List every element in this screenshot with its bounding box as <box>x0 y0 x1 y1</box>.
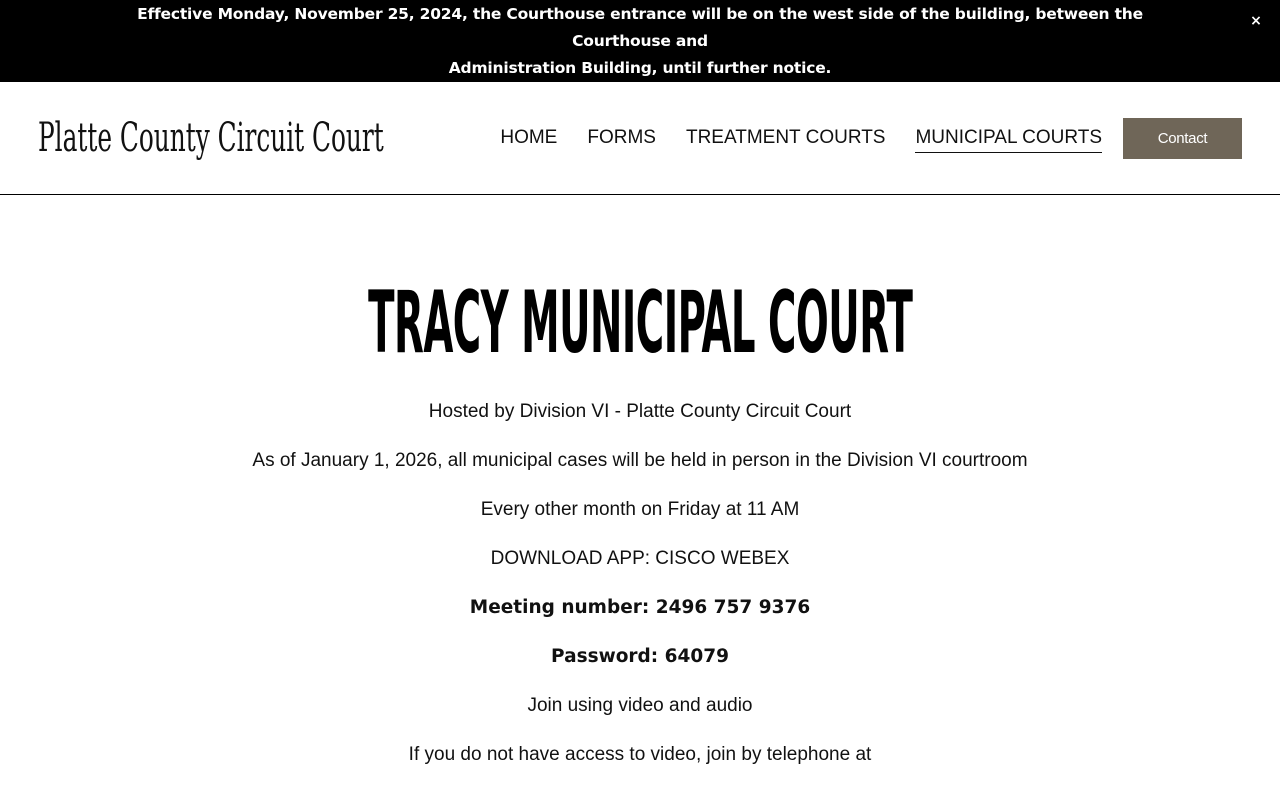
announcement-line-2: Administration Building, until further notice. <box>448 58 832 77</box>
nav-forms[interactable]: FORMS <box>587 127 656 148</box>
meeting-number: Meeting number: 2496 757 9376 <box>469 597 811 618</box>
close-icon[interactable]: × <box>1250 13 1262 29</box>
site-title[interactable]: Platte County Circuit Court <box>38 115 384 161</box>
main-content <box>0 400 1280 792</box>
hosted-by-text: Hosted by Division VI - Platte County Circuit Court <box>428 401 852 422</box>
site-header <box>0 82 1280 195</box>
announcement-bar <box>0 0 1280 82</box>
join-instructions: Join using video and audio <box>527 695 753 716</box>
telephone-instructions: If you do not have access to video, join by telephone at <box>408 744 872 765</box>
page-title-text: TRACY MUNICIPAL COURT <box>367 273 913 373</box>
page-title <box>0 273 1280 373</box>
download-app-text: DOWNLOAD APP: CISCO WEBEX <box>490 548 790 569</box>
meeting-password: Password: 64079 <box>551 646 729 667</box>
schedule-text: Every other month on Friday at 11 AM <box>480 499 800 520</box>
announcement-line-1: Effective Monday, November 25, 2024, the Courthouse entrance will be on the west side of the building, between the Courthouse and <box>137 4 1143 50</box>
nav-home[interactable]: HOME <box>500 127 558 148</box>
main-nav <box>500 126 1102 152</box>
nav-municipal-courts[interactable]: MUNICIPAL COURTS <box>915 126 1102 153</box>
contact-button[interactable]: Contact <box>1123 118 1242 159</box>
announcement-text <box>90 1 1190 82</box>
in-person-notice: As of January 1, 2026, all municipal cases will be held in person in the Division VI courtroom <box>252 450 1028 471</box>
nav-treatment-courts[interactable]: TREATMENT COURTS <box>685 127 886 148</box>
